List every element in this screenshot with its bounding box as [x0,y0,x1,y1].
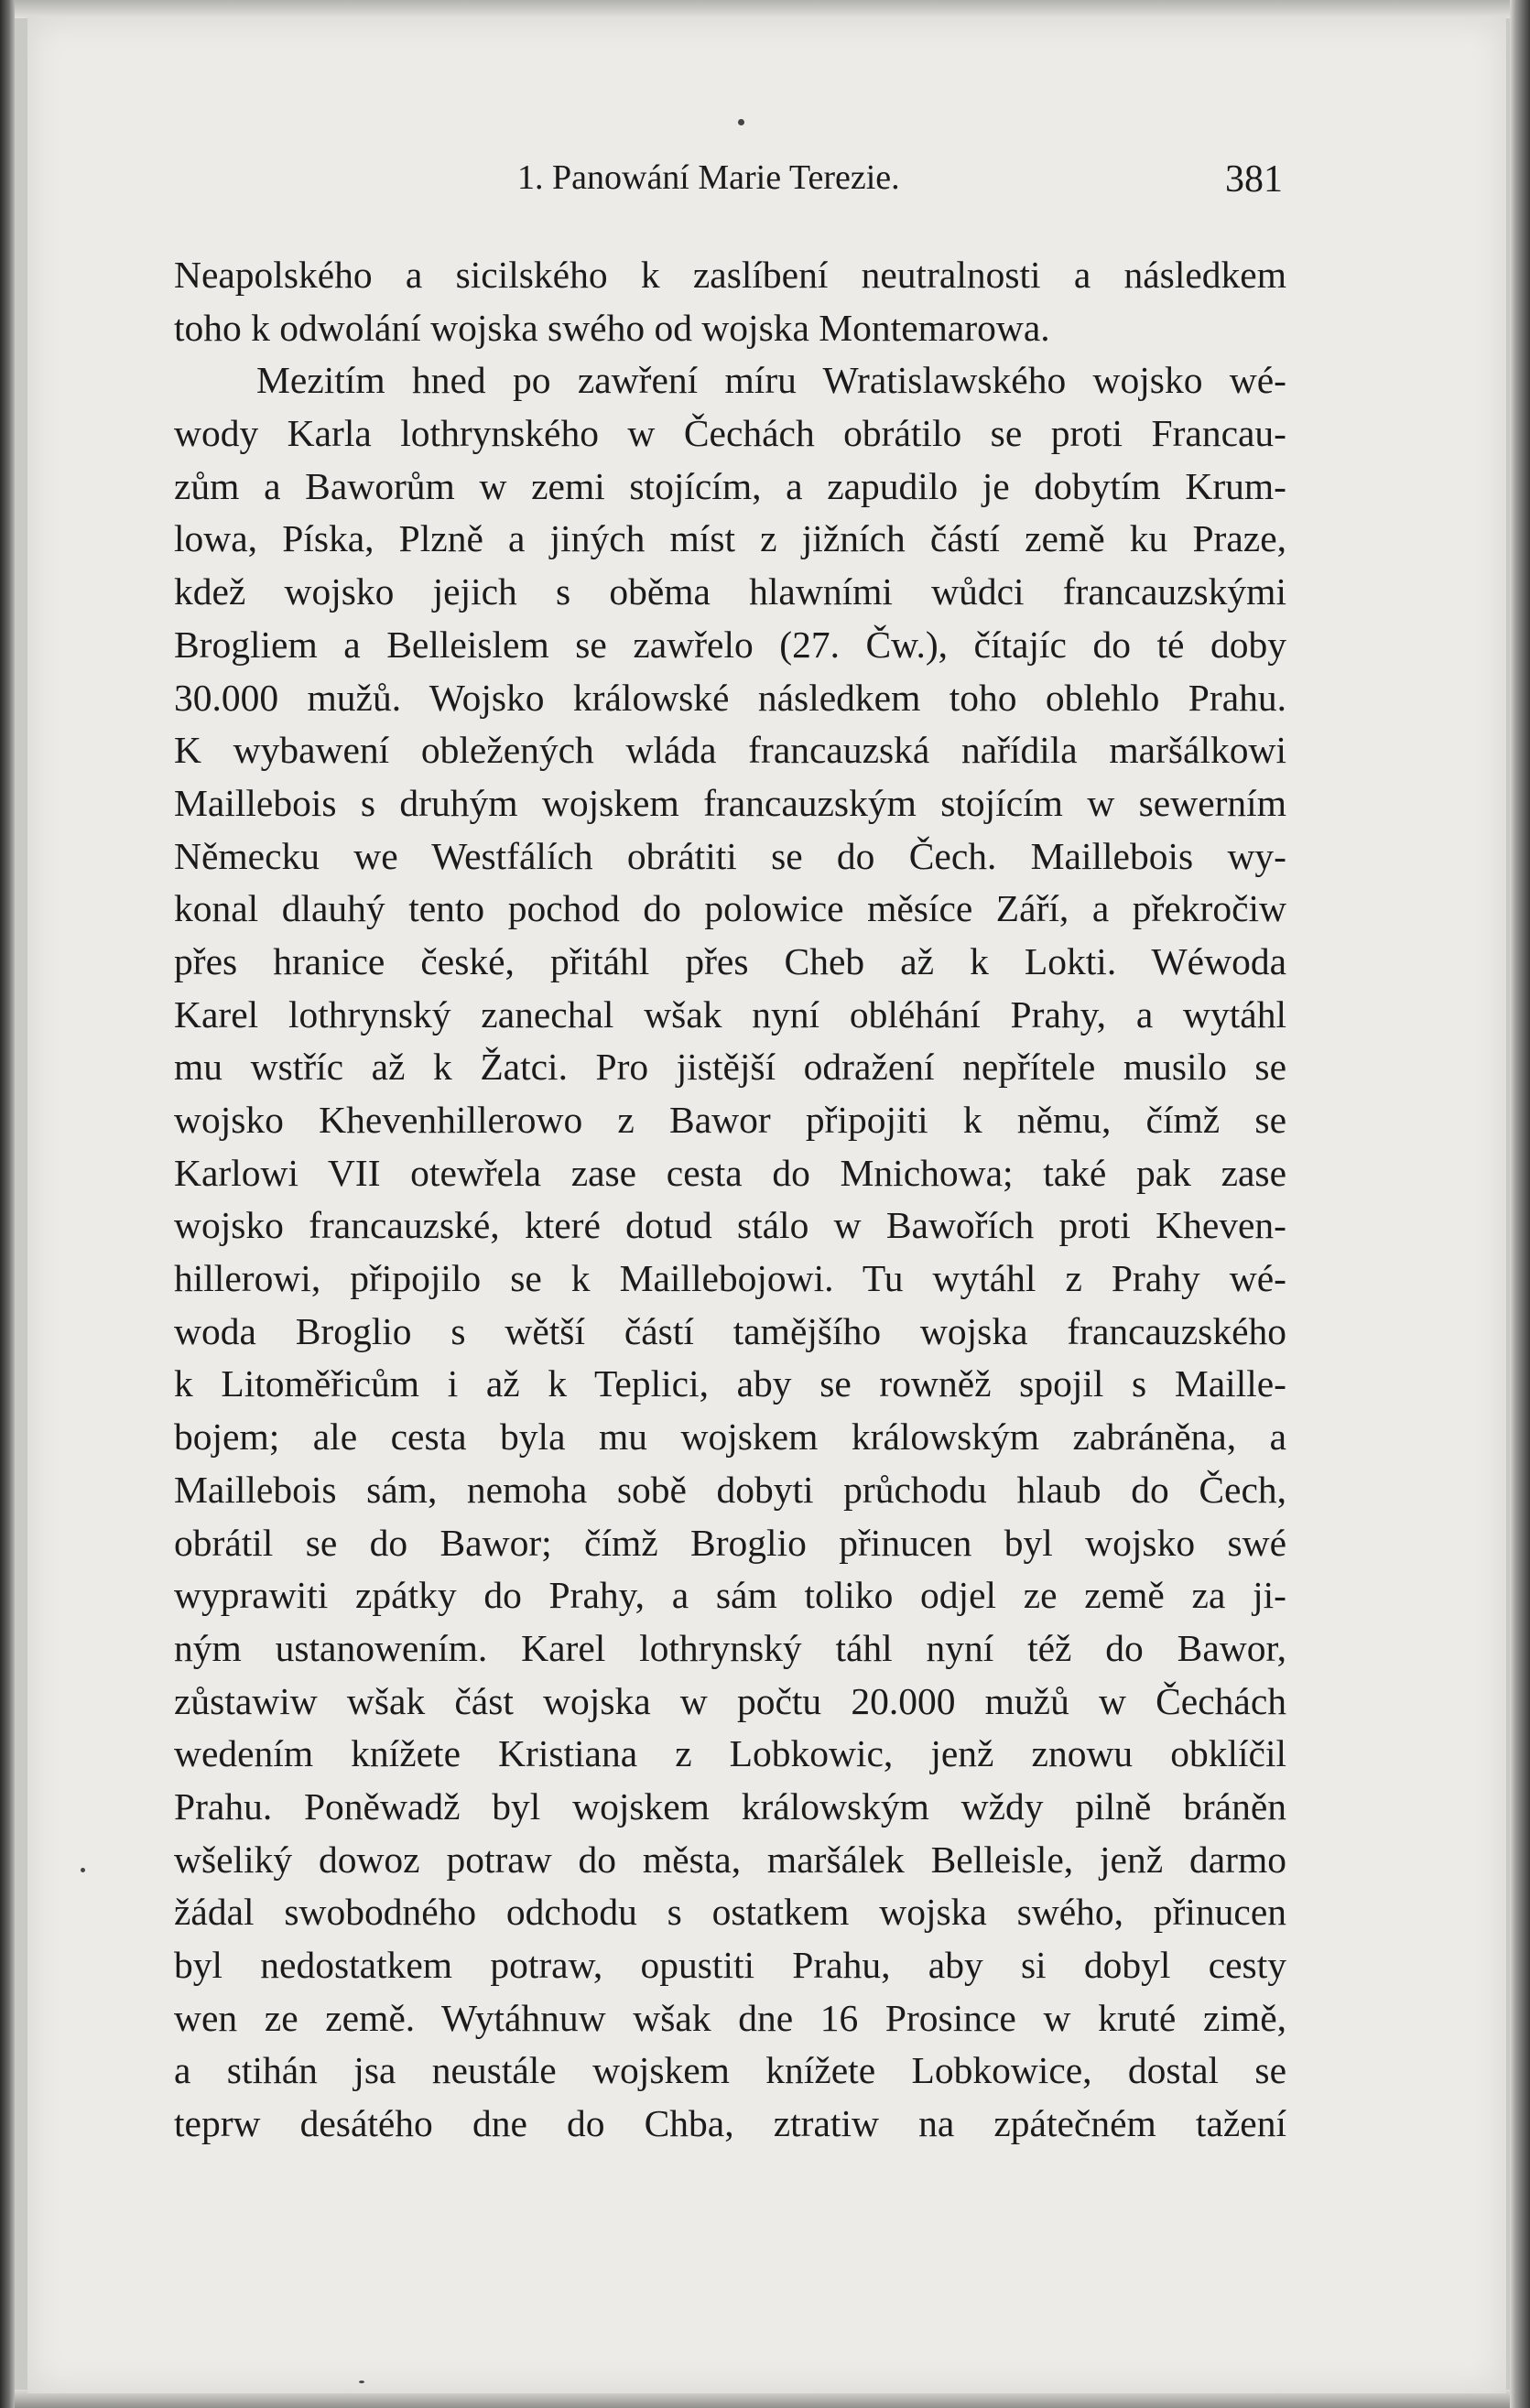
running-title: 1. Panowání Marie Terezie. [517,158,900,197]
text-line: hillerowi, připojilo se k Maillebojowi. Tu wytáhl z Prahy wé- [174,1257,1286,1300]
text-line: lowa, Píska, Plzně a jiných míst z jižních částí země ku Praze, [174,517,1286,560]
text-line: konal dlauhý tento pochod do polowice měsíce Září, a překročiw [174,887,1286,930]
text-line: Německu we Westfálích obrátiti se do Čech. Maillebois wy- [174,834,1286,877]
text-line: wyprawiti zpátky do Prahy, a sám toliko odjel ze země za ji- [174,1574,1286,1617]
scan-top-edge [0,0,1530,18]
page-header [517,157,1283,212]
text-line: wojsko francauzské, které dotud stálo w Bawořích proti Kheven- [174,1204,1286,1247]
text-line: wen ze země. Wytáhnuw wšak dne 16 Prosince w kruté zimě, [174,1996,1286,2039]
paragraph-first-line: Mezitím hned po zawření míru Wratislawského wojsko wé- [256,359,1286,402]
text-line: a stihán jsa neustále wojskem knížete Lobkowice, dostal se [174,2049,1286,2092]
text-line: přes hranice české, přitáhl přes Cheb až k Lokti. Wéwoda [174,939,1286,982]
text-line: wšeliký dowoz potraw do města, maršálek Belleisle, jenž darmo [174,1838,1286,1881]
text-line: woda Broglio s wětší částí tamějšího wojska francauzského [174,1309,1286,1352]
text-line: Maillebois sám, nemoha sobě dobyti průchodu hlaub do Čech, [174,1468,1286,1511]
text-line: Prahu. Poněwadž byl wojskem králowským wždy pilně bráněn [174,1784,1286,1828]
text-line: 30.000 mužů. Wojsko králowské následkem toho oblehlo Prahu. [174,676,1286,719]
text-line: bojem; ale cesta byla mu wojskem králowským zabráněna, a [174,1416,1286,1459]
text-line: k Litoměřicům i až k Teplici, aby se rowněž spojil s Maille- [174,1362,1286,1405]
text-line: ným ustanowením. Karel lothrynský táhl nyní též do Bawor, [174,1626,1286,1669]
text-line: Maillebois s druhým wojskem francauzským stojícím w sewerním [174,781,1286,824]
scan-speck [81,1868,85,1872]
scan-speck [359,2381,364,2383]
page-number: 381 [1225,158,1283,201]
text-line: kdež wojsko jejich s oběma hlawními wůdci francauzskými [174,570,1286,613]
text-line: K wybawení obležených wláda francauzská nařídila maršálkowi [174,729,1286,772]
scan-left-edge [0,0,15,2408]
text-line: Karel lothrynský zanechal wšak nyní obléhání Prahy, a wytáhl [174,992,1286,1036]
text-line: Karlowi VII otewřela zase cesta do Mnichowa; také pak zase [174,1151,1286,1194]
text-line: zůstawiw wšak část wojska w počtu 20.000 mužů w Čechách [174,1679,1286,1722]
text-line: Neapolského a sicilského k zaslíbení neutralnosti a následkem [174,254,1286,296]
scan-speck [738,119,744,125]
text-line: Brogliem a Belleislem se zawřelo (27. Čw.), čítajíc do té doby [174,623,1286,666]
text-line: teprw desátého dne do Chba, ztratiw na zpátečném tažení [174,2102,1286,2145]
text-line: wody Karla lothrynského w Čechách obrátilo se proti Francau- [174,412,1286,455]
text-line: zům a Baworům w zemi stojícím, a zapudilo je dobytím Krum- [174,464,1286,507]
text-line: obrátil se do Bawor; čímž Broglio přinucen byl wojsko swé [174,1521,1286,1564]
scan-right-edge [1510,0,1530,2408]
text-line: mu wstříc až k Žatci. Pro jistější odražení nepřítele musilo se [174,1046,1286,1089]
body-text [174,249,1286,2151]
text-line: wedením knížete Kristiana z Lobkowic, jenž znowu obklíčil [174,1732,1286,1775]
text-line: toho k odwolání wojska swého od wojska Montemarowa. [174,306,1050,349]
text-line: byl nedostatkem potraw, opustiti Prahu, aby si dobyl cesty [174,1944,1286,1986]
text-line: žádal swobodného odchodu s ostatkem wojska swého, přinucen [174,1891,1286,1934]
text-line: wojsko Khevenhillerowo z Bawor připojiti k němu, čímž se [174,1099,1286,1141]
